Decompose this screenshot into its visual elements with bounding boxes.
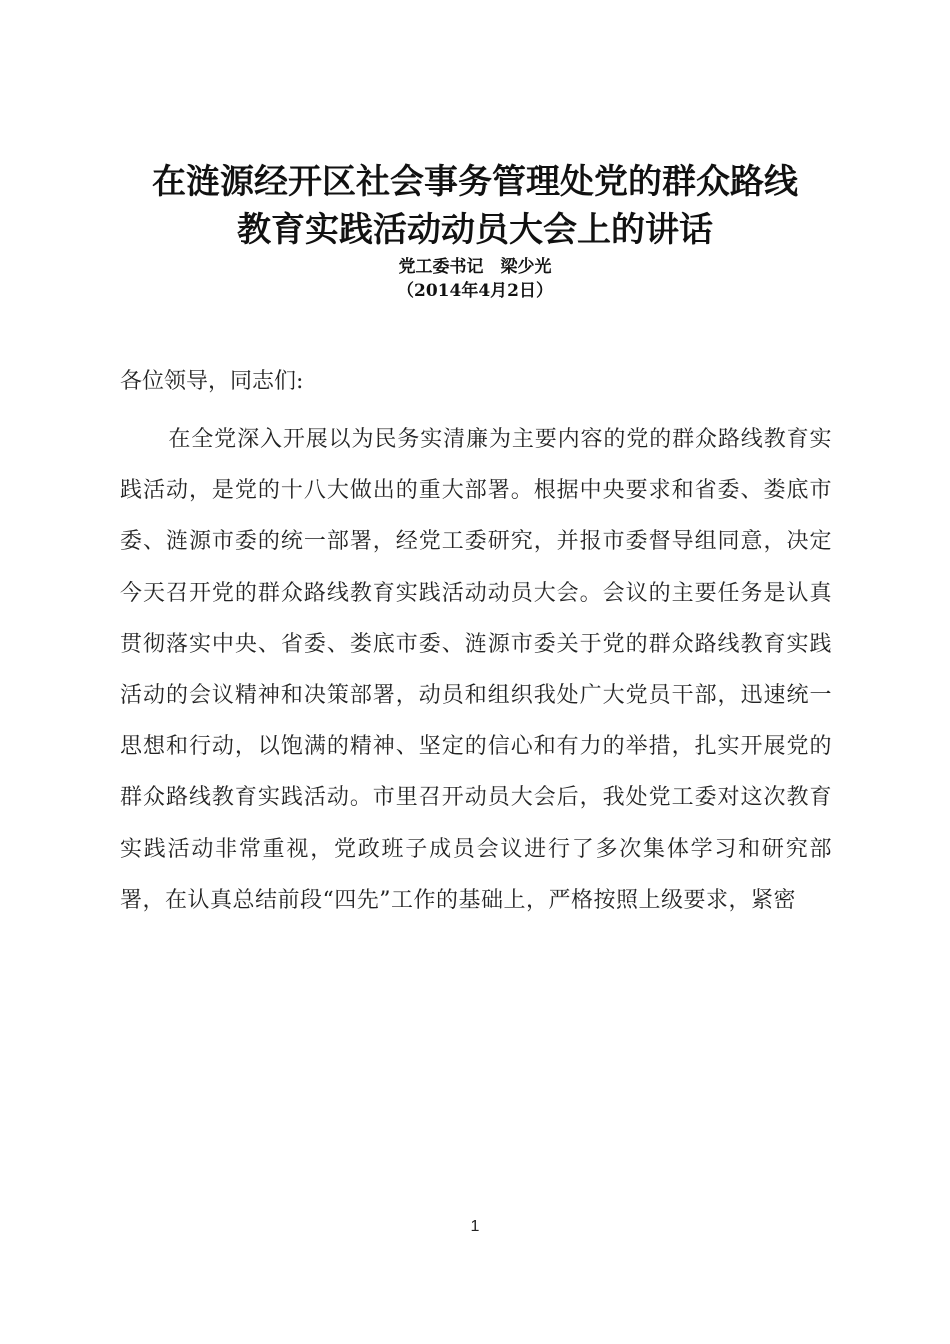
document-title-line-2: 教育实践活动动员大会上的讲话 (237, 210, 713, 250)
document-title-line-1: 在涟源经开区社会事务管理处党的群众路线 (152, 162, 798, 202)
page-number: 1 (470, 1218, 480, 1235)
body-paragraph: 在全党深入开展以为民务实清廉为主要内容的党的群众路线教育实践活动，是党的十八大做出的重大部署。根据中央要求和省委、娄底市委、涟源市委的统一部署，经党工委研究，并报市委督导组同意，决定今天召开党的群众路线教育实践活动动员大会。会议的主要任务是认真贯彻落实中央、省委、娄底市委、涟源市委关于党的群众路线教育实践活动的会议精神和决策部署，动员和组织我处广大党员干部，迅速统一思想和行动，以饱满的精神、坚定的信心和有力的举措，扎实开展党的群众路线教育实践活动。市里召开动员大会后，我处党工委对这次教育实践活动非常重视，党政班子成员会议进行了多次集体学习和研究部署，在认真总结前段“四先”工作的基础上，严格按照上级要求，紧密 (120, 427, 832, 913)
date-line: （2014年4月2日） (397, 281, 553, 301)
author-line: 党工委书记 梁少光 (398, 257, 552, 277)
salutation: 各位领导，同志们: (120, 369, 304, 394)
